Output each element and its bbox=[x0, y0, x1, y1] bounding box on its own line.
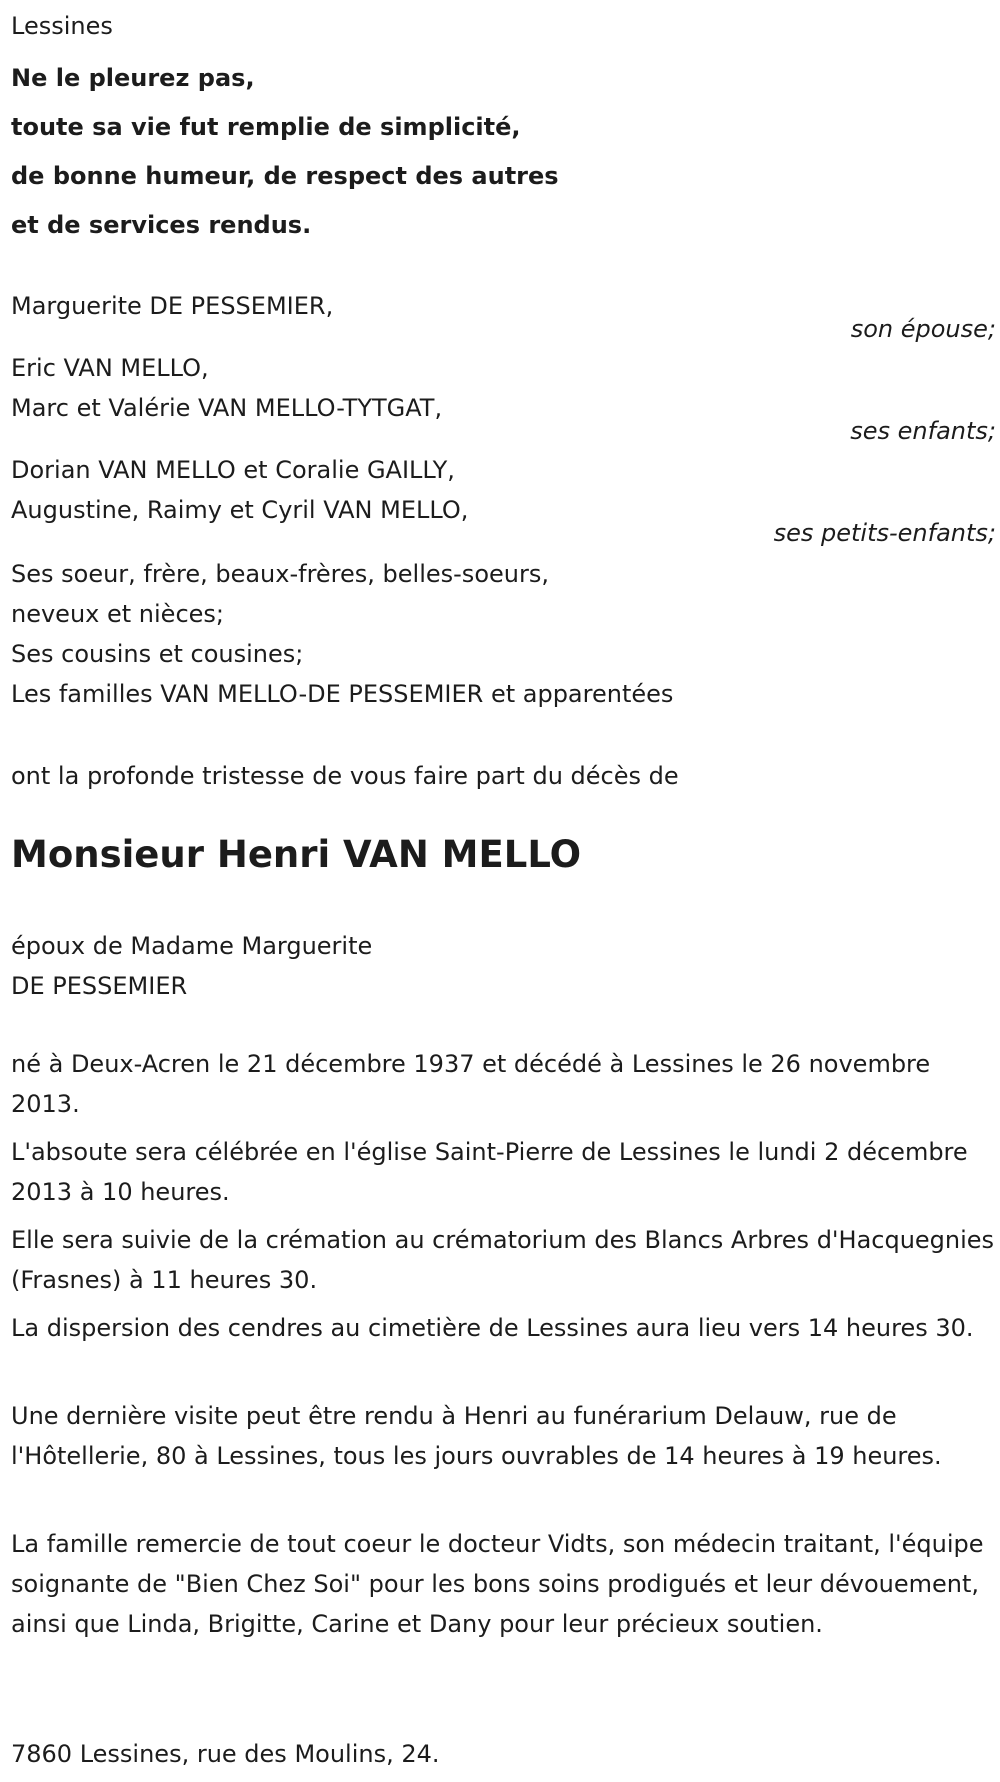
memorial-poem bbox=[11, 54, 559, 250]
family-name: Marguerite DE PESSEMIER, bbox=[11, 292, 334, 320]
spouse-line: époux de Madame Marguerite bbox=[11, 932, 373, 960]
family-role: son épouse; bbox=[850, 315, 996, 343]
family-group-grandchildren bbox=[11, 450, 996, 548]
family-name: Marc et Valérie VAN MELLO-TYTGAT, bbox=[11, 394, 443, 422]
visit-paragraph: Une dernière visite peut être rendu à Henri au funérarium Delauw, rue de l'Hôtellerie, 80 à Lessines, tous les jours ouvrables de 14 heures à 19 heures. bbox=[11, 1402, 942, 1470]
relatives-line: Ses soeur, frère, beaux-frères, belles-soeurs, bbox=[11, 560, 549, 588]
poem-line: toute sa vie fut remplie de simplicité, bbox=[11, 113, 521, 141]
family-group-children bbox=[11, 348, 996, 446]
family-name: Dorian VAN MELLO et Coralie GAILLY, bbox=[11, 456, 455, 484]
family-role: ses enfants; bbox=[850, 417, 996, 445]
thanks-paragraph: La famille remercie de tout coeur le docteur Vidts, son médecin traitant, l'équipe soignante de "Bien Chez Soi" pour les bons soins prodigués et leur dévouement, ainsi que Linda, Brigitte, Carine et Dany pour leur précieux soutien. bbox=[11, 1530, 984, 1638]
location-heading: Lessines bbox=[11, 12, 113, 40]
other-relatives bbox=[11, 554, 996, 714]
deceased-name: Monsieur Henri VAN MELLO bbox=[11, 833, 582, 876]
poem-line: et de services rendus. bbox=[11, 211, 312, 239]
poem-line: Ne le pleurez pas, bbox=[11, 64, 255, 92]
relatives-line: Les familles VAN MELLO-DE PESSEMIER et apparentées bbox=[11, 680, 674, 708]
poem-line: de bonne humeur, de respect des autres bbox=[11, 162, 559, 190]
ashes-paragraph: La dispersion des cendres au cimetière de Lessines aura lieu vers 14 heures 30. bbox=[11, 1314, 974, 1342]
ceremony-paragraph: L'absoute sera célébrée en l'église Saint-Pierre de Lessines le lundi 2 décembre 2013 à 10 heures. bbox=[11, 1138, 968, 1206]
relatives-line: Ses cousins et cousines; bbox=[11, 640, 304, 668]
birth-death-paragraph: né à Deux-Acren le 21 décembre 1937 et décédé à Lessines le 26 novembre 2013. bbox=[11, 1050, 931, 1118]
family-role: ses petits-enfants; bbox=[773, 519, 996, 547]
announcement-text: ont la profonde tristesse de vous faire part du décès de bbox=[11, 762, 679, 790]
spouse-of bbox=[11, 926, 372, 1006]
family-name: Augustine, Raimy et Cyril VAN MELLO, bbox=[11, 496, 469, 524]
family-address: 7860 Lessines, rue des Moulins, 24. bbox=[11, 1740, 440, 1768]
relatives-line: neveux et nièces; bbox=[11, 600, 224, 628]
family-group-spouse bbox=[11, 286, 996, 344]
spouse-line: DE PESSEMIER bbox=[11, 972, 188, 1000]
cremation-paragraph: Elle sera suivie de la crémation au crématorium des Blancs Arbres d'Hacquegnies (Frasnes) à 11 heures 30. bbox=[11, 1226, 995, 1294]
family-name: Eric VAN MELLO, bbox=[11, 354, 209, 382]
